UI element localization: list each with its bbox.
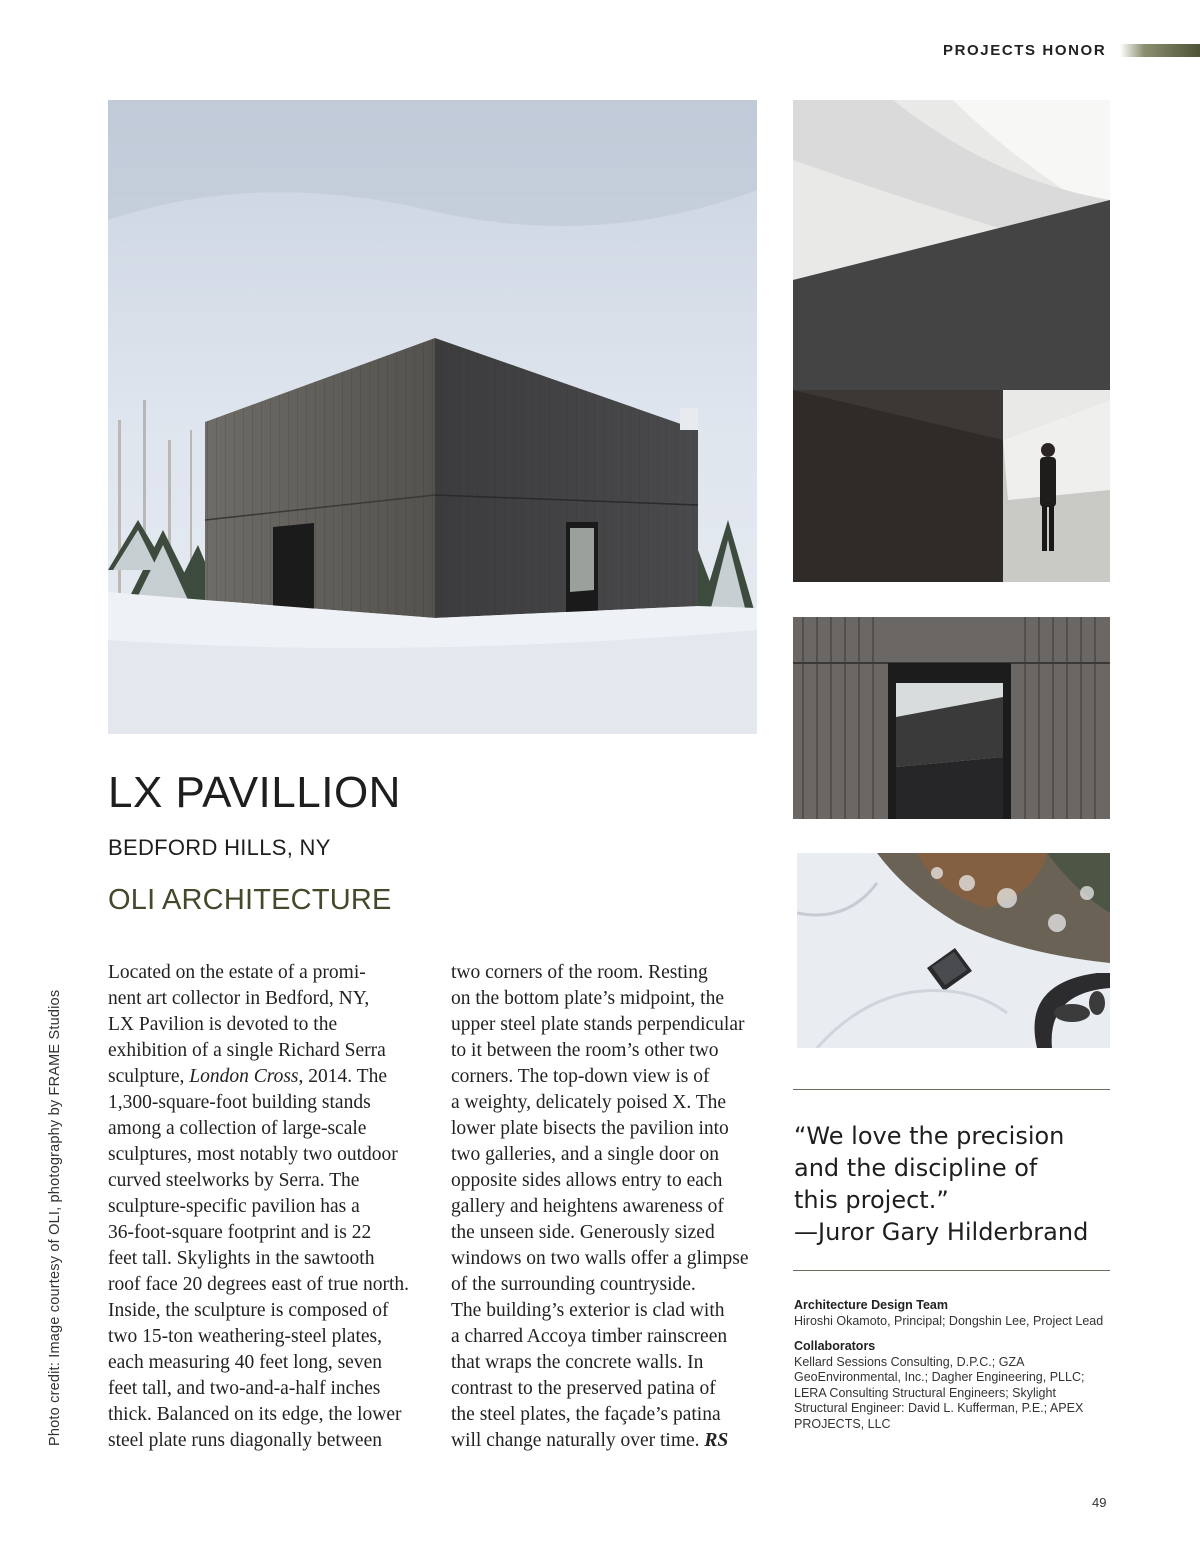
body-line: that wraps the concrete walls. In — [451, 1352, 704, 1373]
body-line: the unseen side. Generously sized — [451, 1222, 715, 1243]
collaborators-heading: Collaborators — [794, 1339, 876, 1353]
photo-credit: Photo credit: Image courtesy of OLI, photography by FRAME Studios — [47, 989, 63, 1446]
quote-attribution: —Juror Gary Hilderbrand — [794, 1218, 1089, 1246]
body-line: nent art collector in Bedford, NY, — [108, 988, 370, 1009]
page-number: 49 — [1092, 1495, 1107, 1510]
body-line: gallery and heightens awareness of — [451, 1196, 724, 1217]
project-location: BEDFORD HILLS, NY — [108, 835, 331, 860]
body-line: a weighty, delicately poised X. The — [451, 1092, 727, 1113]
body-line: Located on the estate of a promi- — [108, 962, 366, 983]
body-line-with-italic — [108, 1064, 409, 1090]
artwork-title: London Cross — [189, 1066, 299, 1087]
doorway-photo — [793, 617, 1110, 819]
building-exterior-snow-photo — [108, 100, 757, 734]
hero-photo — [108, 100, 757, 734]
body-line: each measuring 40 feet long, seven — [108, 1352, 382, 1373]
body-line: lower plate bisects the pavilion into — [451, 1118, 729, 1139]
body-line: on the bottom plate’s midpoint, the — [451, 988, 724, 1009]
body-column-1 — [108, 960, 409, 1454]
project-title: LX PAVILLION — [108, 768, 401, 817]
aerial-photo — [797, 853, 1110, 1048]
divider-bottom — [793, 1270, 1110, 1271]
body-line: curved steelworks by Serra. The — [108, 1170, 360, 1191]
quote-line: this project.” — [794, 1186, 949, 1214]
design-team-text: Hiroshi Okamoto, Principal; Dongshin Lee, Project Lead — [794, 1313, 1104, 1328]
body-line: exhibition of a single Richard Serra — [108, 1040, 386, 1061]
body-column-2 — [451, 960, 749, 1454]
body-line: among a collection of large-scale — [108, 1118, 367, 1139]
body-line: thick. Balanced on its edge, the lower — [108, 1404, 402, 1425]
collaborators-text: Kellard Sessions Consulting, D.P.C.; GZA GeoEnvironmental, Inc.; Dagher Engineering, PLLC; LERA Consulting Structural Engineers; Skylight Structural Engineer: David L. Kufferman, P.E.; APEX PROJECTS, LLC — [794, 1354, 1085, 1431]
body-line: contrast to the preserved patina of — [451, 1378, 716, 1399]
body-text-segment: sculpture, — [108, 1066, 190, 1087]
body-line: opposite sides allows entry to each — [451, 1170, 723, 1191]
body-line: sculptures, most notably two outdoor — [108, 1144, 398, 1165]
project-credits — [794, 1298, 1110, 1432]
body-line: two 15-ton weathering-steel plates, — [108, 1326, 382, 1347]
body-line: steel plate runs diagonally between — [108, 1430, 382, 1451]
divider-top — [793, 1089, 1110, 1090]
interior-photo — [793, 100, 1110, 582]
body-text-segment: will change naturally over time. — [451, 1430, 705, 1451]
architecture-firm: OLI ARCHITECTURE — [108, 884, 392, 916]
body-line: LX Pavilion is devoted to the — [108, 1014, 338, 1035]
body-line: to it between the room’s other two — [451, 1040, 719, 1061]
body-line: 1,300-square-foot building stands — [108, 1092, 371, 1113]
body-line: a charred Accoya timber rainscreen — [451, 1326, 728, 1347]
spacer — [794, 1329, 1110, 1339]
pull-quote — [794, 1120, 1114, 1248]
body-line: feet tall. Skylights in the sawtooth — [108, 1248, 375, 1269]
body-line: corners. The top-down view is of — [451, 1066, 710, 1087]
section-label: PROJECTS HONOR — [943, 42, 1107, 59]
body-line: Inside, the sculpture is composed of — [108, 1300, 389, 1321]
interior-steel-plates-photo — [793, 100, 1110, 582]
body-line-final — [451, 1428, 749, 1454]
body-line: two galleries, and a single door on — [451, 1144, 720, 1165]
body-line: two corners of the room. Resting — [451, 962, 708, 983]
design-team-heading: Architecture Design Team — [794, 1298, 948, 1312]
body-line: upper steel plate stands perpendicular — [451, 1014, 745, 1035]
body-line: feet tall, and two-and-a-half inches — [108, 1378, 381, 1399]
quote-line: and the discipline of — [794, 1154, 1038, 1182]
body-line: windows on two walls offer a glimpse — [451, 1248, 749, 1269]
section-accent-bar — [1120, 44, 1200, 57]
body-line: 36-foot-square footprint and is 22 — [108, 1222, 372, 1243]
author-signature: RS — [704, 1430, 729, 1451]
aerial-winter-site-photo — [797, 853, 1110, 1048]
body-line: The building’s exterior is clad with — [451, 1300, 725, 1321]
body-line: the steel plates, the façade’s patina — [451, 1404, 721, 1425]
body-text-segment: , 2014. The — [298, 1066, 387, 1087]
facade-doorway-photo — [793, 617, 1110, 819]
body-line: sculpture-specific pavilion has a — [108, 1196, 360, 1217]
body-line: roof face 20 degrees east of true north. — [108, 1274, 410, 1295]
body-line: of the surrounding countryside. — [451, 1274, 696, 1295]
quote-line: “We love the precision — [794, 1122, 1065, 1150]
